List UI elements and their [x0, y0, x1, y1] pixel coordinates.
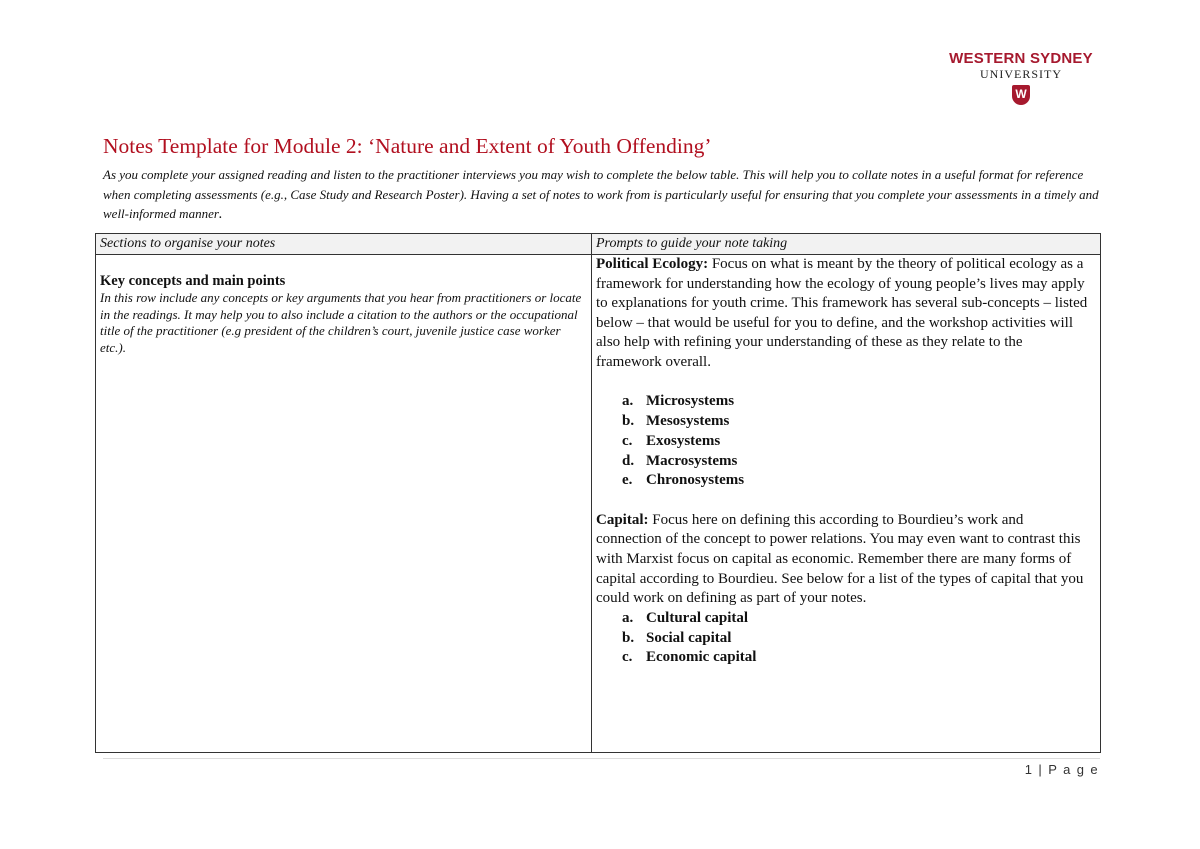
list-item: c. Economic capital	[622, 649, 757, 666]
list-item: e. Chronosystems	[622, 472, 745, 489]
notes-table	[95, 233, 1101, 753]
prompts-cell	[592, 255, 1101, 753]
intro-paragraph	[103, 165, 1103, 225]
intro-end: .	[218, 206, 223, 223]
col1-header: Sections to organise your notes	[96, 234, 592, 255]
page-number: 1	[1024, 762, 1034, 777]
notes-section-cell[interactable]	[96, 255, 592, 753]
political-ecology-text: Focus on what is meant by the theory of political ecology as a framework for understanding how the ecology of young people’s lives may apply to explanations for youth crime. This framework has several sub-concepts – listed below – that would be useful for you to define, and the workshop activities will also help with refining your understanding of these as they relate to the framework overall.	[596, 256, 1088, 370]
list-item: b. Social capital	[622, 629, 732, 646]
intro-text: As you complete your assigned reading and listen to the practitioner interviews you may wish to complete the below table. This will help you to collate notes in a useful format for reference when completing assessments (e.g., Case Study and Research Poster). Having a set of notes to work from is particularly useful for ensuring that you complete your assessments in a timely and well-informed manner	[103, 167, 1099, 222]
page-footer	[1025, 762, 1099, 777]
list-item: d. Macrosystems	[622, 452, 738, 469]
university-logo	[944, 50, 1098, 116]
page-separator: |	[1033, 762, 1049, 777]
capital-text: Focus here on defining this according to Bourdieu’s work and connection of the concept to power relations. You may even want to contrast this with Marxist focus on capital as economic. Remember there are many forms of capital according to Bourdieu. See below for a list of the types of capital that you could work on defining as part of your notes.	[596, 511, 1084, 607]
capital-prompt	[596, 511, 1092, 609]
political-ecology-label: Political Ecology:	[596, 256, 709, 272]
capital-label: Capital:	[596, 511, 649, 528]
political-ecology-list	[596, 392, 1092, 491]
footer-divider	[103, 758, 1100, 759]
table-header-row	[96, 234, 1101, 255]
table-row	[96, 255, 1101, 753]
list-item: b. Mesosystems	[622, 412, 730, 429]
list-item: c. Exosystems	[622, 432, 721, 449]
logo-subtitle: UNIVERSITY	[980, 67, 1062, 81]
section-title: Key concepts and main points	[100, 273, 286, 289]
page-word: P a g e	[1048, 762, 1099, 777]
section-description: In this row include any concepts or key arguments that you hear from practitioners or locate in the readings. It may help you to also include a citation to the authors or the occupational title of the practitioner (e.g president of the children’s court, juvenile justice case worker etc.).	[100, 290, 582, 355]
list-item: a. Microsystems	[622, 393, 735, 410]
document-title: Notes Template for Module 2: ‘Nature and Extent of Youth Offending’	[103, 134, 712, 158]
col2-header: Prompts to guide your note taking	[592, 234, 1101, 255]
capital-list	[596, 609, 1092, 668]
shield-icon: W	[1012, 85, 1030, 105]
political-ecology-prompt	[596, 255, 1092, 373]
list-item: a. Cultural capital	[622, 609, 749, 626]
logo-wordmark: WESTERN SYDNEY	[949, 50, 1093, 67]
